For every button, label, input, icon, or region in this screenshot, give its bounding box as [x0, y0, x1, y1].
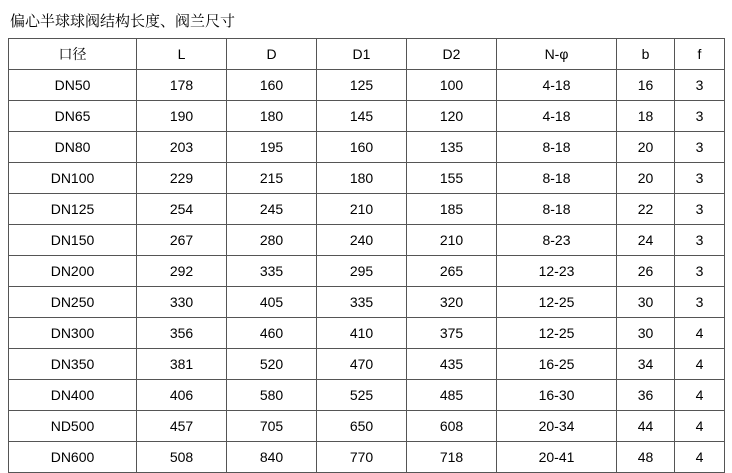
column-header-l: L [137, 39, 227, 70]
cell-n-phi: 4-18 [497, 70, 617, 101]
cell-f: 4 [675, 349, 725, 380]
column-header-d1: D1 [317, 39, 407, 70]
cell-l: 508 [137, 442, 227, 473]
cell-n-phi: 8-18 [497, 194, 617, 225]
cell-b: 22 [617, 194, 675, 225]
cell-diameter: DN600 [9, 442, 137, 473]
specification-table [8, 38, 725, 473]
cell-b: 20 [617, 132, 675, 163]
cell-diameter: ND500 [9, 411, 137, 442]
cell-n-phi: 4-18 [497, 101, 617, 132]
table-row [9, 132, 725, 163]
table-row [9, 163, 725, 194]
table-row [9, 411, 725, 442]
cell-d1: 525 [317, 380, 407, 411]
cell-d: 705 [227, 411, 317, 442]
column-header-b: b [617, 39, 675, 70]
cell-d: 180 [227, 101, 317, 132]
cell-l: 178 [137, 70, 227, 101]
cell-b: 26 [617, 256, 675, 287]
table-row [9, 318, 725, 349]
cell-d: 280 [227, 225, 317, 256]
cell-d1: 180 [317, 163, 407, 194]
column-header-d2: D2 [407, 39, 497, 70]
cell-d: 840 [227, 442, 317, 473]
table-row [9, 256, 725, 287]
table-header-row [9, 39, 725, 70]
cell-diameter: DN80 [9, 132, 137, 163]
cell-d1: 160 [317, 132, 407, 163]
cell-d2: 718 [407, 442, 497, 473]
cell-d: 520 [227, 349, 317, 380]
cell-d2: 320 [407, 287, 497, 318]
cell-d2: 210 [407, 225, 497, 256]
cell-d1: 335 [317, 287, 407, 318]
cell-d2: 485 [407, 380, 497, 411]
cell-f: 4 [675, 411, 725, 442]
cell-b: 36 [617, 380, 675, 411]
table-row [9, 380, 725, 411]
table-row [9, 70, 725, 101]
cell-f: 3 [675, 287, 725, 318]
table-row [9, 194, 725, 225]
cell-diameter: DN50 [9, 70, 137, 101]
cell-d: 160 [227, 70, 317, 101]
cell-diameter: DN250 [9, 287, 137, 318]
cell-diameter: DN200 [9, 256, 137, 287]
cell-d2: 375 [407, 318, 497, 349]
cell-f: 3 [675, 70, 725, 101]
cell-l: 356 [137, 318, 227, 349]
cell-f: 3 [675, 194, 725, 225]
table-row [9, 349, 725, 380]
cell-b: 24 [617, 225, 675, 256]
cell-b: 30 [617, 318, 675, 349]
cell-d1: 240 [317, 225, 407, 256]
cell-b: 34 [617, 349, 675, 380]
cell-d: 460 [227, 318, 317, 349]
cell-l: 381 [137, 349, 227, 380]
cell-d: 245 [227, 194, 317, 225]
cell-f: 3 [675, 163, 725, 194]
cell-n-phi: 12-23 [497, 256, 617, 287]
cell-d2: 265 [407, 256, 497, 287]
cell-diameter: DN300 [9, 318, 137, 349]
cell-n-phi: 8-23 [497, 225, 617, 256]
cell-l: 203 [137, 132, 227, 163]
cell-n-phi: 12-25 [497, 318, 617, 349]
cell-d2: 185 [407, 194, 497, 225]
cell-d1: 145 [317, 101, 407, 132]
cell-n-phi: 20-34 [497, 411, 617, 442]
cell-l: 406 [137, 380, 227, 411]
cell-d2: 608 [407, 411, 497, 442]
cell-d2: 100 [407, 70, 497, 101]
cell-d: 335 [227, 256, 317, 287]
cell-l: 190 [137, 101, 227, 132]
cell-f: 4 [675, 380, 725, 411]
cell-d: 215 [227, 163, 317, 194]
cell-b: 20 [617, 163, 675, 194]
cell-b: 48 [617, 442, 675, 473]
cell-n-phi: 16-30 [497, 380, 617, 411]
table-body [9, 70, 725, 473]
cell-b: 16 [617, 70, 675, 101]
cell-n-phi: 20-41 [497, 442, 617, 473]
cell-f: 4 [675, 318, 725, 349]
cell-n-phi: 8-18 [497, 132, 617, 163]
cell-f: 3 [675, 256, 725, 287]
cell-l: 229 [137, 163, 227, 194]
column-header-d: D [227, 39, 317, 70]
cell-d1: 295 [317, 256, 407, 287]
cell-d2: 155 [407, 163, 497, 194]
cell-d1: 650 [317, 411, 407, 442]
table-row [9, 442, 725, 473]
cell-d1: 125 [317, 70, 407, 101]
table-row [9, 225, 725, 256]
cell-f: 3 [675, 225, 725, 256]
cell-d: 195 [227, 132, 317, 163]
table-row [9, 101, 725, 132]
cell-n-phi: 12-25 [497, 287, 617, 318]
cell-f: 3 [675, 132, 725, 163]
cell-b: 18 [617, 101, 675, 132]
cell-d2: 120 [407, 101, 497, 132]
cell-d2: 135 [407, 132, 497, 163]
cell-l: 292 [137, 256, 227, 287]
column-header-n-phi: N-φ [497, 39, 617, 70]
cell-f: 3 [675, 101, 725, 132]
cell-diameter: DN150 [9, 225, 137, 256]
cell-n-phi: 8-18 [497, 163, 617, 194]
cell-diameter: DN125 [9, 194, 137, 225]
cell-l: 267 [137, 225, 227, 256]
table-row [9, 287, 725, 318]
cell-d1: 410 [317, 318, 407, 349]
cell-d1: 770 [317, 442, 407, 473]
column-header-f: f [675, 39, 725, 70]
cell-diameter: DN350 [9, 349, 137, 380]
cell-diameter: DN100 [9, 163, 137, 194]
cell-diameter: DN65 [9, 101, 137, 132]
cell-l: 457 [137, 411, 227, 442]
cell-d1: 470 [317, 349, 407, 380]
cell-d2: 435 [407, 349, 497, 380]
cell-d1: 210 [317, 194, 407, 225]
cell-d: 405 [227, 287, 317, 318]
cell-d: 580 [227, 380, 317, 411]
cell-b: 30 [617, 287, 675, 318]
cell-n-phi: 16-25 [497, 349, 617, 380]
column-header-diameter: 口径 [9, 39, 137, 70]
cell-b: 44 [617, 411, 675, 442]
cell-diameter: DN400 [9, 380, 137, 411]
cell-f: 4 [675, 442, 725, 473]
cell-l: 330 [137, 287, 227, 318]
cell-l: 254 [137, 194, 227, 225]
page-title: 偏心半球球阀结构长度、阀兰尺寸 [10, 13, 236, 30]
